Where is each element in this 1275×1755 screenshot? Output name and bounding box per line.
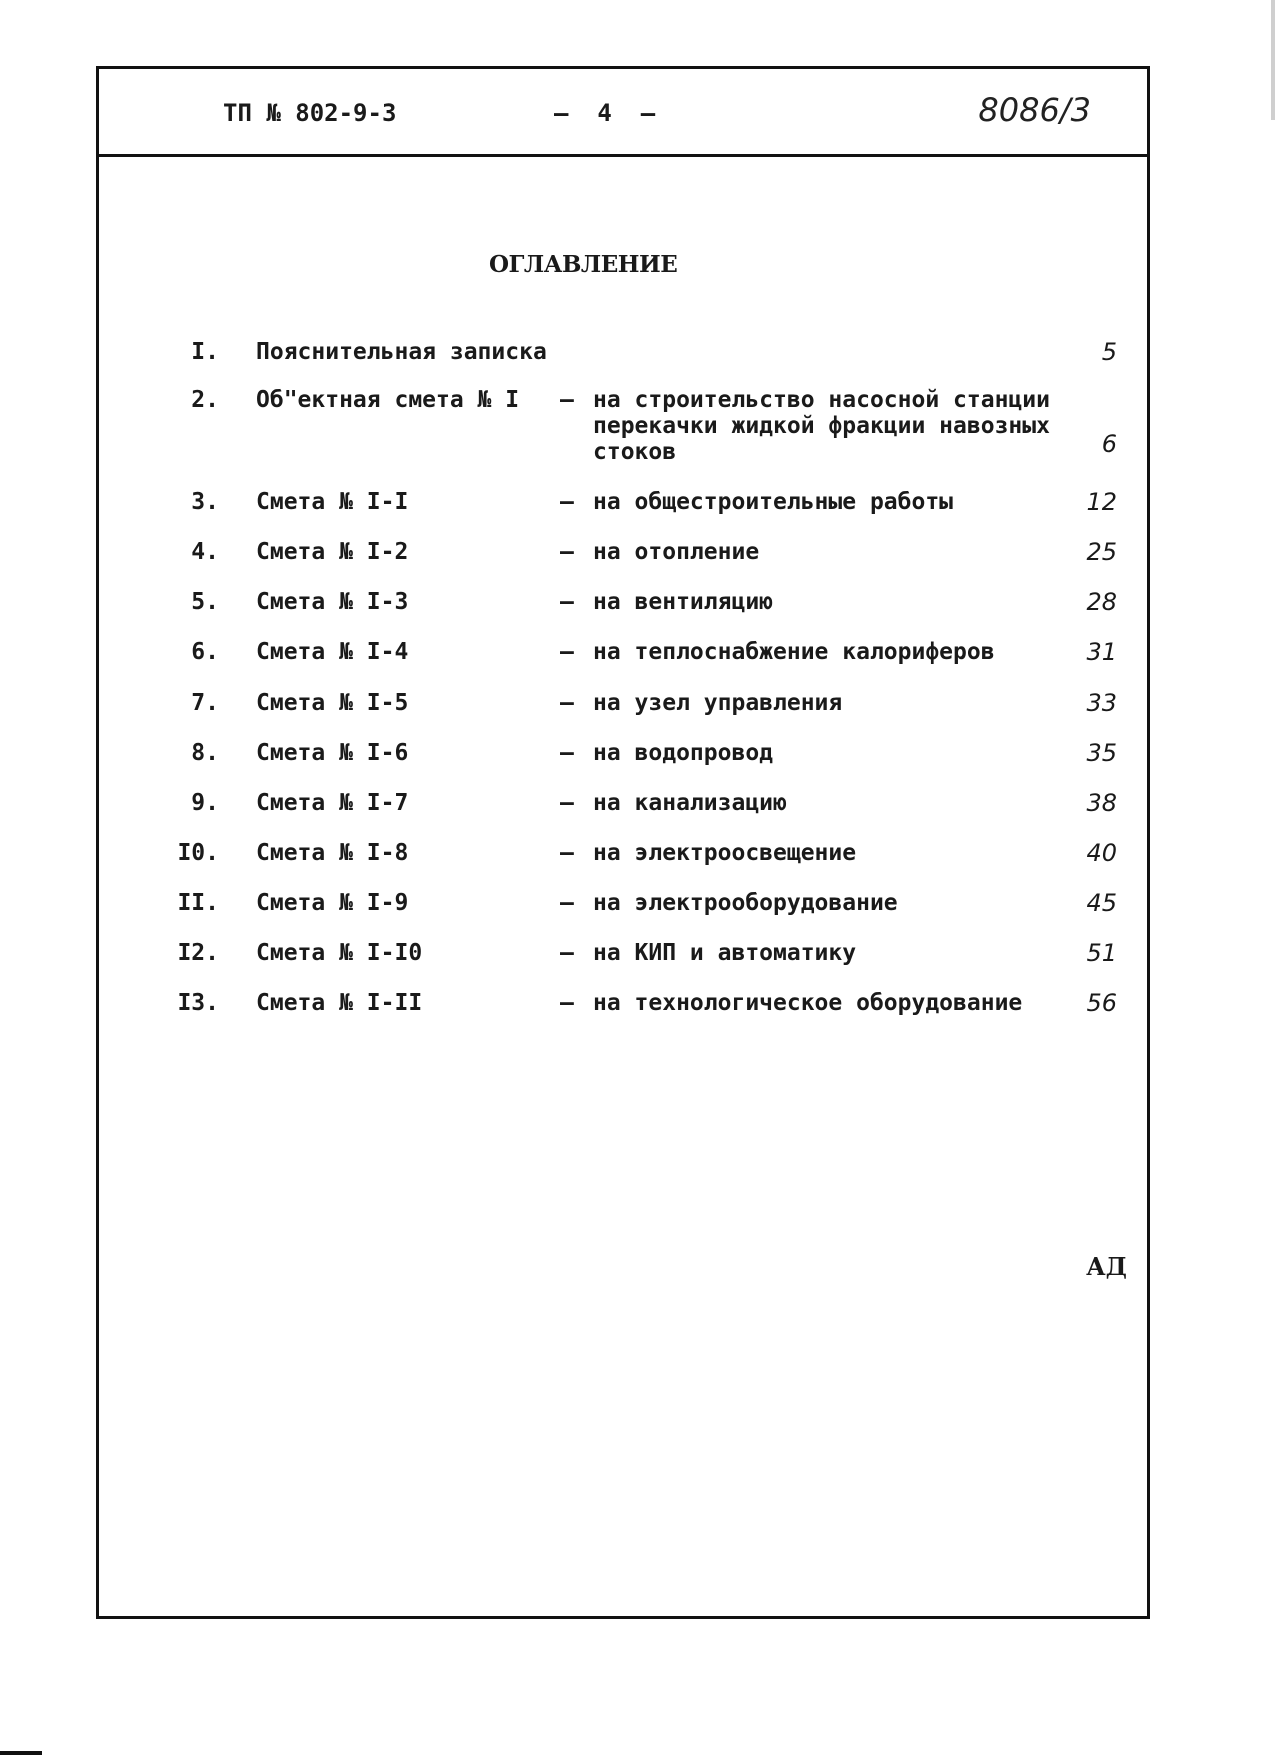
toc-item-number: 8.	[191, 740, 219, 766]
toc-item-number: II.	[177, 890, 219, 916]
toc-item-dash: –	[560, 387, 574, 413]
toc-item-page: 12	[1086, 488, 1117, 516]
toc-item-name: Смета № I-3	[256, 589, 409, 615]
toc-item-dash: –	[560, 990, 574, 1016]
toc-item-name: Смета № I-I	[256, 489, 409, 515]
toc-item-description: на узел управления	[593, 690, 843, 716]
toc-item-page: 56	[1086, 989, 1117, 1017]
toc-item-description: на КИП и автоматику	[593, 940, 857, 966]
toc-item-dash: –	[560, 539, 574, 565]
toc-item-number: 5.	[191, 589, 219, 615]
scan-edge-mark	[0, 1751, 42, 1755]
toc-item-description: на отопление	[593, 539, 760, 565]
toc-item-number: 9.	[191, 790, 219, 816]
toc-item-description: на электроосвещение	[593, 840, 857, 866]
page-number: – 4 –	[554, 99, 656, 127]
toc-item-description: на теплоснабжение калориферов	[593, 639, 995, 665]
toc-item-name: Смета № I-II	[256, 990, 423, 1016]
toc-item-number: I0.	[177, 840, 219, 866]
toc-item-dash: –	[560, 639, 574, 665]
toc-item-page: 33	[1086, 689, 1117, 717]
toc-item-name: Смета № I-2	[256, 539, 409, 565]
toc-item-name: Смета № I-5	[256, 690, 409, 716]
document-code-stamp: АД	[1086, 1252, 1127, 1281]
toc-item-description: на вентиляцию	[593, 589, 774, 615]
toc-item-name: Смета № I-I0	[256, 940, 423, 966]
toc-item-page: 35	[1086, 739, 1117, 767]
scan-edge-mark	[1271, 0, 1275, 120]
toc-item-number: 3.	[191, 489, 219, 515]
toc-item-description: на технологическое оборудование	[593, 990, 1023, 1016]
toc-item-description: на водопровод	[593, 740, 774, 766]
toc-item-description: на канализацию	[593, 790, 787, 816]
toc-title: ОГЛАВЛЕНИЕ	[489, 251, 678, 278]
toc-item-description: на электрооборудование	[593, 890, 898, 916]
toc-item-dash: –	[560, 489, 574, 515]
toc-item-dash: –	[560, 940, 574, 966]
toc-item-number: 2.	[191, 387, 219, 413]
toc-item-page: 38	[1086, 789, 1117, 817]
toc-item-number: I3.	[177, 990, 219, 1016]
toc-item-dash: –	[560, 840, 574, 866]
document-frame	[96, 66, 1150, 1619]
doc-code: ТП № 802-9-3	[223, 99, 397, 127]
toc-item-name: Смета № I-7	[256, 790, 409, 816]
toc-item-number: I.	[191, 339, 219, 365]
toc-item-page: 25	[1086, 538, 1117, 566]
toc-item-number: 7.	[191, 690, 219, 716]
toc-item-name: Смета № I-9	[256, 890, 409, 916]
toc-item-dash: –	[560, 589, 574, 615]
toc-item-name: Смета № I-8	[256, 840, 409, 866]
toc-item-page: 5	[1101, 338, 1117, 366]
toc-item-dash: –	[560, 690, 574, 716]
document-header	[99, 69, 1147, 157]
toc-item-page: 40	[1086, 839, 1117, 867]
toc-item-page: 51	[1086, 939, 1117, 967]
toc-item-page: 28	[1086, 588, 1117, 616]
toc-item-name: Об"ектная смета № I	[256, 387, 520, 413]
toc-item-dash: –	[560, 740, 574, 766]
toc-item-page: 45	[1086, 889, 1117, 917]
toc-item-dash: –	[560, 890, 574, 916]
toc-item-dash: –	[560, 790, 574, 816]
toc-item-description: на общестроительные работы	[593, 489, 954, 515]
toc-item-name: Смета № I-6	[256, 740, 409, 766]
toc-item-number: I2.	[177, 940, 219, 966]
toc-item-description: на строительство насосной станции перекачки жидкой фракции навозных стоков	[593, 387, 1050, 465]
toc-item-name: Смета № I-4	[256, 639, 409, 665]
toc-item-page: 31	[1086, 638, 1117, 666]
toc-item-page: 6	[1101, 430, 1117, 458]
toc-item-number: 6.	[191, 639, 219, 665]
toc-item-number: 4.	[191, 539, 219, 565]
archive-number: 8086/3	[978, 91, 1091, 129]
toc-item-name: Пояснительная записка	[256, 339, 547, 365]
